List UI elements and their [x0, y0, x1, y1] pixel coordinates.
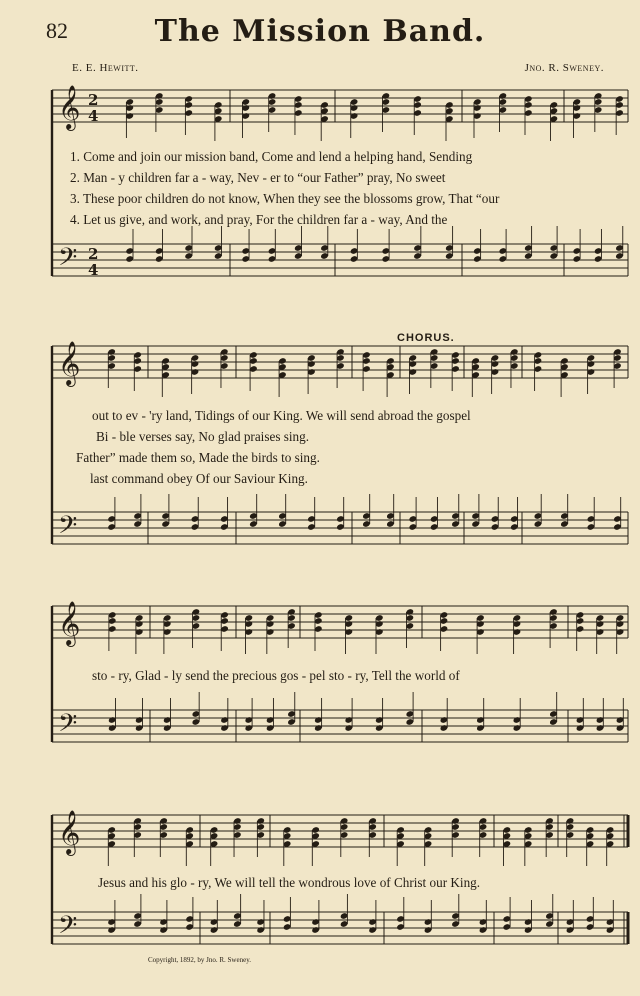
verses-system-2 — [48, 405, 633, 489]
time-signature: 4 — [88, 261, 99, 279]
verse-line-1: out to ev - 'ry land, Tidings of our King. We will send abroad the gospel — [92, 408, 471, 423]
lyric-system-3 — [48, 665, 633, 686]
page-number: 82 — [46, 18, 68, 43]
treble-clef: 𝄞 — [58, 341, 81, 385]
lyric-system-4 — [48, 872, 633, 893]
verse-line-3: Father” made them so, Made the birds to sing. — [76, 450, 320, 465]
verses-system-1 — [48, 146, 633, 230]
lyric-line: Jesus and his glo - ry, We will tell the wondrous love of Christ our King. — [98, 875, 481, 890]
time-signature: 2 — [88, 91, 99, 109]
copyright-notice: Copyright, 1892, by Jno. R. Sweney. — [148, 956, 251, 964]
bass-clef: 𝄢 — [58, 911, 78, 946]
composer-credit: Jno. R. Sweney. — [524, 62, 604, 74]
bass-clef: 𝄢 — [58, 709, 78, 744]
bass-clef: 𝄢 — [58, 243, 78, 278]
bass-clef: 𝄢 — [58, 511, 78, 546]
verse-line-3: 3. These poor children do not know, When they see the blossoms grow, That “our — [70, 191, 500, 206]
lyric-line: sto - ry, Glad - ly send the precious gos - pel sto - ry, Tell the world of — [92, 668, 460, 683]
treble-clef: 𝄞 — [58, 85, 81, 129]
time-signature: 2 — [88, 245, 99, 263]
treble-clef: 𝄞 — [58, 601, 81, 645]
verse-line-4: 4. Let us give, and work, and pray, For the children far a - way, And the — [70, 212, 448, 227]
verse-line-4: last command obey Of our Saviour King. — [90, 471, 308, 486]
time-signature: 4 — [88, 107, 99, 125]
verse-line-2: 2. Man - y children far a - way, Nev - er to “our Father” pray, No sweet — [70, 170, 446, 185]
verse-line-2: Bi - ble verses say, No glad praises sing. — [96, 429, 310, 444]
verse-line-1: 1. Come and join our mission band, Come and lend a helping hand, Sending — [70, 149, 473, 164]
treble-clef: 𝄞 — [58, 810, 81, 854]
hymn-title: The Mission Band. — [154, 14, 486, 49]
lyricist-credit: E. E. Hewitt. — [72, 62, 139, 74]
chorus-label: CHORUS. — [397, 332, 455, 344]
